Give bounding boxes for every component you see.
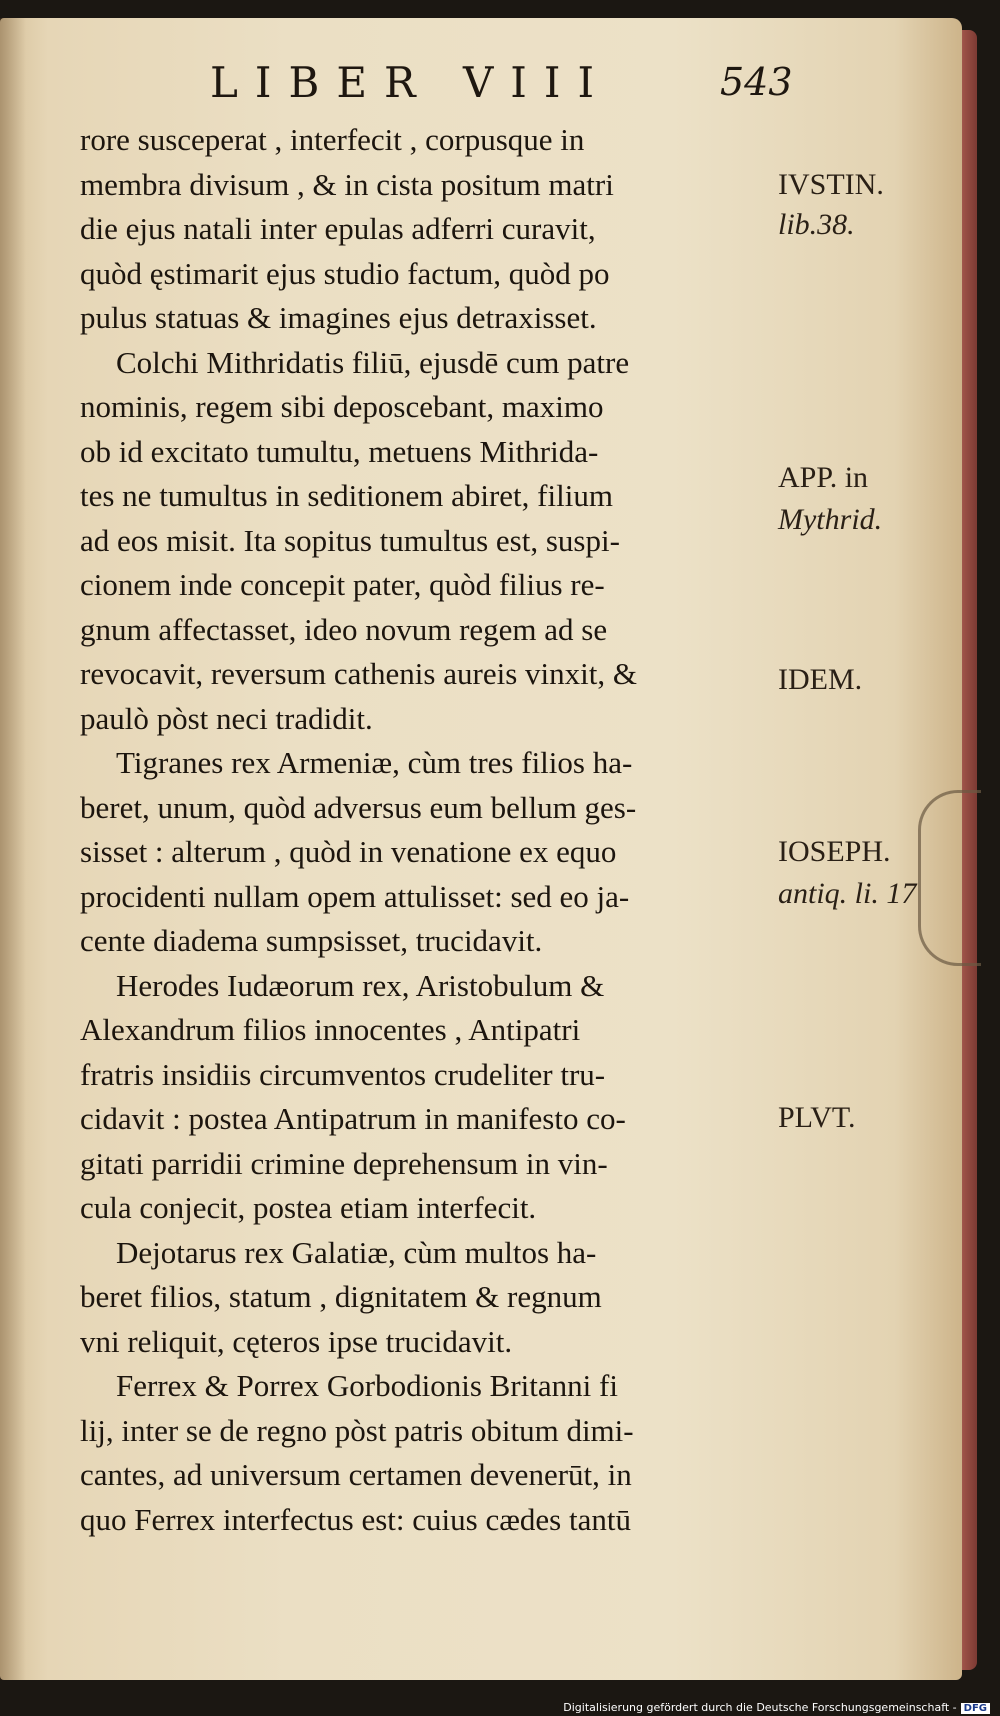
text-line: Ferrex & Porrex Gorbodionis Britanni fi bbox=[116, 1368, 618, 1403]
text-line: Herodes Iudæorum rex, Aristobulum & bbox=[116, 967, 605, 1003]
marginal-note: PLVT. bbox=[778, 1101, 856, 1134]
text-line: tes ne tumultus in seditionem abiret, filium bbox=[80, 478, 613, 513]
text-line: membra divisum , & in cista positum matri bbox=[80, 166, 614, 202]
text-line: gitati parridii crimine deprehensum in vin- bbox=[80, 1145, 608, 1181]
marginal-note: antiq. li. 17 bbox=[778, 877, 917, 910]
text-line: cula conjecit, postea etiam interfecit. bbox=[80, 1190, 537, 1225]
digitization-credit bbox=[563, 1701, 990, 1714]
gutter-shadow bbox=[0, 18, 26, 1680]
text-line: Alexandrum filios innocentes , Antipatri bbox=[80, 1012, 581, 1047]
running-head bbox=[210, 58, 820, 108]
text-line: Dejotarus rex Galatiæ, cùm multos ha- bbox=[116, 1234, 597, 1270]
marginal-note: IVSTIN. bbox=[778, 168, 884, 201]
running-title: LIBER VIII bbox=[210, 58, 612, 107]
text-line: quo Ferrex interfectus est: cuius cædes tantū bbox=[80, 1501, 631, 1537]
text-line: cionem inde concepit pater, quòd filius re- bbox=[80, 567, 605, 602]
text-line: revocavit, reversum cathenis aureis vinxit, & bbox=[80, 656, 637, 691]
text-line: ob id excitato tumultu, metuens Mithrida- bbox=[80, 433, 599, 469]
text-line: Colchi Mithridatis filiū, ejusdē cum patre bbox=[116, 344, 630, 380]
text-line: rore susceperat , interfecit , corpusque in bbox=[80, 122, 585, 157]
text-line: procidenti nullam opem attulisset: sed eo ja- bbox=[80, 878, 630, 914]
text-line: cantes, ad universum certamen devenerūt, in bbox=[80, 1457, 632, 1492]
dfg-logo: DFG bbox=[961, 1703, 990, 1714]
credit-text: Digitalisierung gefördert durch die Deutsche Forschungsgemeinschaft - bbox=[563, 1701, 957, 1714]
marginal-note: lib.38. bbox=[778, 208, 855, 241]
marginal-note: Mythrid. bbox=[778, 503, 883, 536]
text-line: paulò pòst neci tradidit. bbox=[80, 700, 373, 736]
text-line: die ejus natali inter epulas adferri curavit, bbox=[80, 211, 596, 246]
text-line: ad eos misit. Ita sopitus tumultus est, suspi- bbox=[80, 522, 620, 558]
text-line: beret, unum, quòd adversus eum bellum ges- bbox=[80, 789, 637, 825]
text-line: vni reliquit, cęteros ipse trucidavit. bbox=[80, 1323, 513, 1359]
page-number: 543 bbox=[720, 60, 793, 104]
text-line: quòd ęstimarit ejus studio factum, quòd po bbox=[80, 255, 610, 291]
marginal-note: IOSEPH. bbox=[778, 835, 891, 868]
text-line: pulus statuas & imagines ejus detraxisset. bbox=[80, 300, 597, 335]
text-line: lij, inter se de regno pòst patris obitum dimi- bbox=[80, 1412, 634, 1448]
text-line: beret filios, statum , dignitatem & regnum bbox=[80, 1279, 602, 1314]
text-line: cidavit : postea Antipatrum in manifesto co- bbox=[80, 1101, 626, 1136]
marginal-note: APP. in bbox=[778, 461, 869, 494]
body-text bbox=[80, 118, 780, 1542]
text-line: nominis, regem sibi deposcebant, maximo bbox=[80, 389, 604, 424]
text-line: sisset : alterum , quòd in venatione ex equo bbox=[80, 834, 617, 869]
text-line: cente diadema sumpsisset, trucidavit. bbox=[80, 923, 543, 958]
clip-mark bbox=[918, 790, 981, 966]
text-line: fratris insidiis circumventos crudeliter tru- bbox=[80, 1056, 606, 1092]
text-line: gnum affectasset, ideo novum regem ad se bbox=[80, 611, 608, 647]
text-line: Tigranes rex Armeniæ, cùm tres filios ha- bbox=[116, 745, 633, 780]
marginal-note: IDEM. bbox=[778, 663, 863, 696]
